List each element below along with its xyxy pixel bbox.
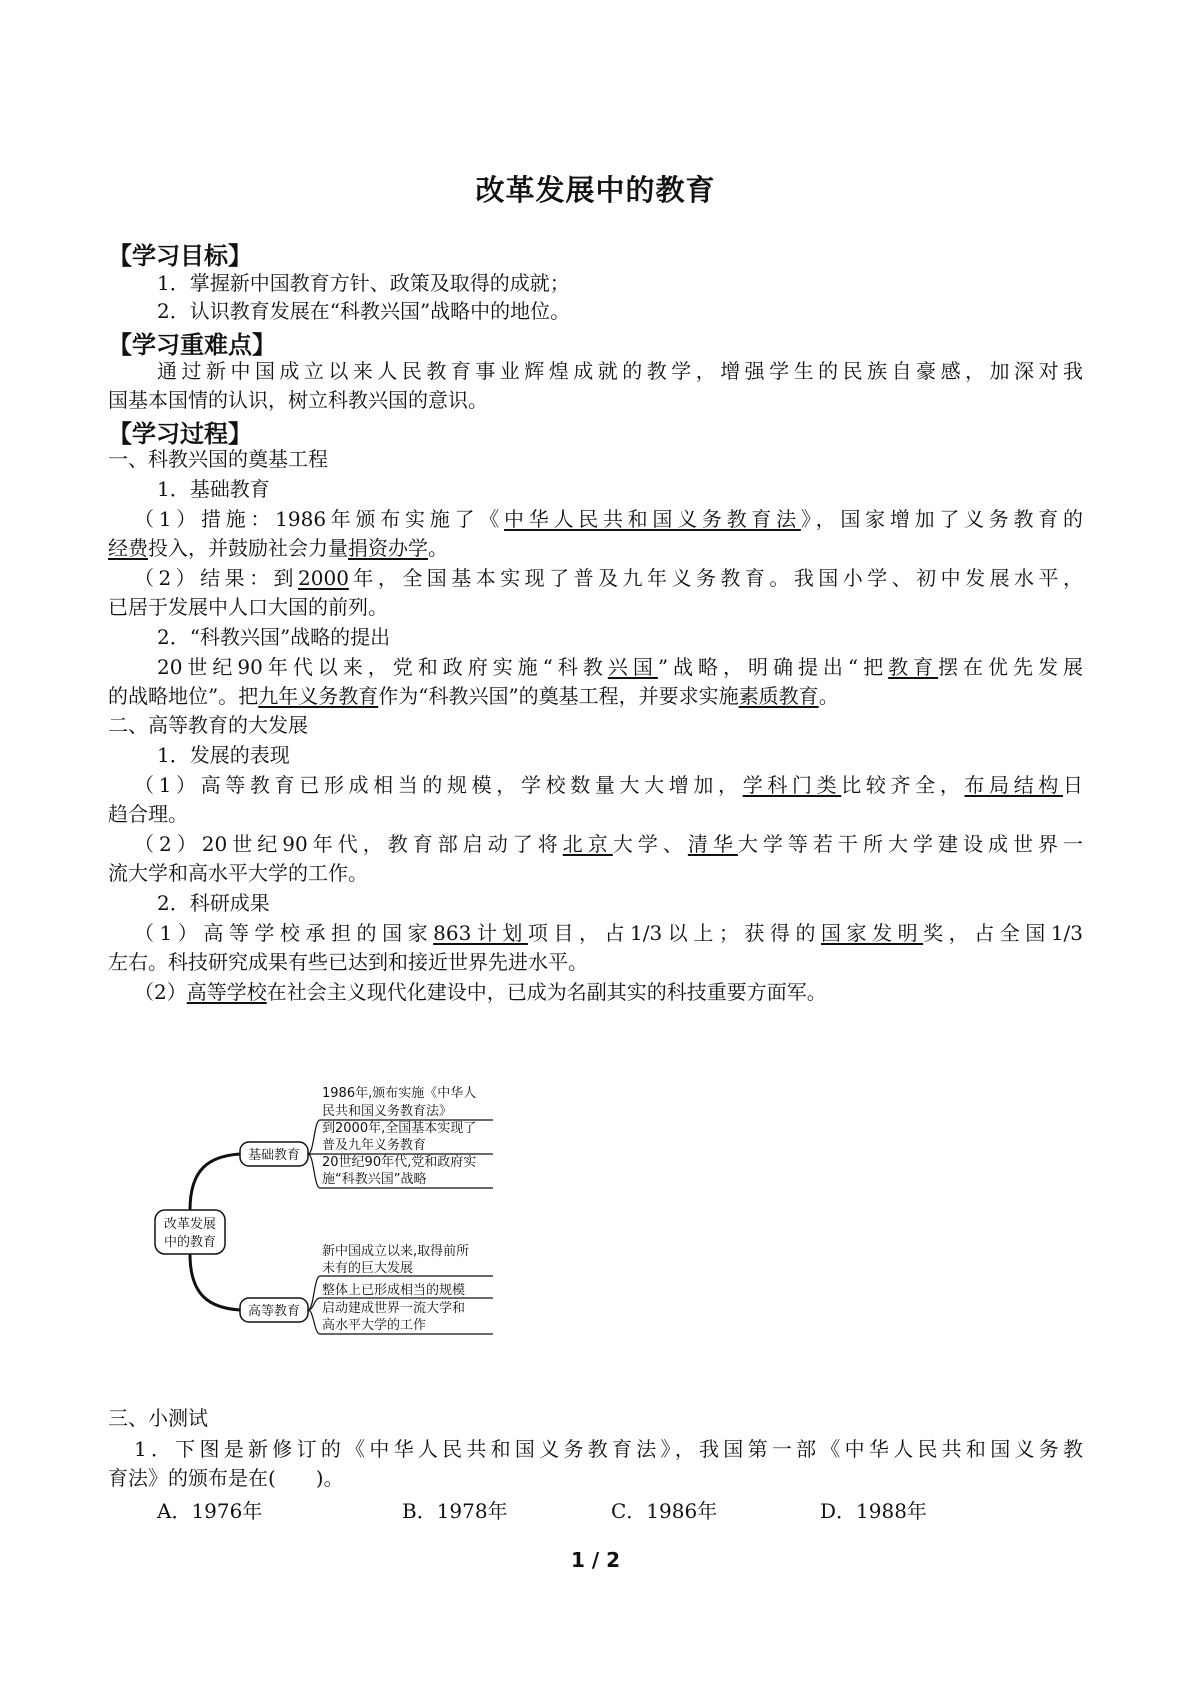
mind-map-connector: [190, 1254, 240, 1310]
mind-map-root-label: 中的教育: [163, 1235, 217, 1250]
question-line: 1．下图是新修订的《中华人民共和国义务教育法》，我国第一部《中华人民共和国义务教: [134, 1437, 1083, 1461]
underlined-term: 国家发明: [821, 921, 924, 945]
page-number: 1 / 2: [570, 1548, 621, 1572]
paragraph-line: 的战略地位”。把九年义务教育作为“科教兴国”的奠基工程，并要求实施素质教育。: [108, 684, 839, 708]
goal-item: 2．认识教育发展在“科教兴国”战略中的地位。: [157, 299, 571, 323]
paragraph-line: （2）结果：到2000年，全国基本实现了普及九年义务教育。我国小学、初中发展水平，: [134, 566, 1083, 590]
goals-heading: 【学习目标】: [108, 242, 252, 270]
mind-map-root-label: 改革发展: [163, 1217, 217, 1232]
mind-map-leaf-text: 高水平大学的工作: [322, 1318, 427, 1333]
mind-map-leaf-text: 到2000年,全国基本实现了: [322, 1121, 477, 1136]
mind-map-leaf-text: 20世纪90年代,党和政府实: [322, 1155, 477, 1170]
section-title: 一、科教兴国的奠基工程: [108, 447, 328, 471]
page-title: 改革发展中的教育: [475, 173, 716, 207]
question-line: 育法》的颁布是在( )。: [108, 1466, 344, 1490]
mind-map-leaf-text: 施“科教兴国”战略: [322, 1172, 427, 1187]
paragraph-line: （1）高等学校承担的国家863计划项目，占1/3以上；获得的国家发明奖，占全国1/3: [134, 921, 1084, 945]
underlined-term: 863计划: [433, 921, 528, 945]
mind-map-branch-label: 高等教育: [247, 1304, 301, 1319]
underlined-term: 布局结构: [964, 773, 1064, 797]
paragraph-line: 流大学和高水平大学的工作。: [108, 861, 368, 885]
mind-map-leaf-text: 普及九年义务教育: [322, 1138, 427, 1153]
mind-map-leaf-text: 1986年,颁布实施《中华人: [322, 1086, 477, 1101]
process-heading: 【学习过程】: [108, 420, 252, 448]
underlined-term: 学科门类: [742, 773, 842, 797]
paragraph-line: 经费投入，并鼓励社会力量捐资办学。: [108, 536, 448, 560]
underlined-term: 2000: [298, 566, 349, 590]
mind-map-diagram: [150, 1086, 540, 1358]
underlined-term: 北京: [562, 832, 613, 856]
underlined-term: 清华: [687, 832, 738, 856]
section-title: 二、高等教育的大发展: [108, 713, 308, 737]
underlined-term: 高等学校: [186, 980, 267, 1004]
mind-map-connector: [190, 1154, 240, 1210]
mind-map-leaf-text: 新中国成立以来,取得前所: [322, 1244, 470, 1259]
paragraph-line: （2）高等学校在社会主义现代化建设中，已成为名副其实的科技重要方面军。: [134, 980, 827, 1004]
underlined-term: 经费: [108, 536, 148, 560]
mind-map-leaf-text: 未有的巨大发展: [322, 1261, 414, 1276]
subsection-title: 2．科研成果: [157, 891, 270, 915]
paragraph-line: （1）措施：1986年颁布实施了《中华人民共和国义务教育法》，国家增加了义务教育的: [134, 507, 1084, 531]
underlined-term: 中华人民共和国义务教育法: [503, 507, 801, 531]
paragraph-line: （2）20世纪90年代，教育部启动了将北京大学、清华大学等若干所大学建设成世界一: [134, 832, 1084, 856]
underlined-term: 素质教育: [738, 684, 819, 708]
mind-map-leaf-text: 启动建成世界一流大学和: [322, 1301, 466, 1316]
paragraph-line: 已居于发展中人口大国的前列。: [108, 595, 388, 619]
goal-item: 1．掌握新中国教育方针、政策及取得的成就；: [157, 271, 570, 295]
subsection-title: 1．基础教育: [157, 477, 270, 501]
subsection-title: 2．“科教兴国”战略的提出: [157, 625, 391, 649]
answer-option: C．1986年: [611, 1499, 718, 1523]
mind-map-leaf-text: 整体上已形成相当的规模: [322, 1283, 466, 1298]
mind-map-leaf-text: 民共和国义务教育法》: [322, 1104, 453, 1119]
answer-option: A．1976年: [157, 1499, 263, 1523]
answer-option: B．1978年: [402, 1499, 508, 1523]
key-points-heading: 【学习重难点】: [108, 331, 276, 359]
paragraph-line: 左右。科技研究成果有些已达到和接近世界先进水平。: [108, 950, 588, 974]
paragraph-line: （1）高等教育已形成相当的规模，学校数量大大增加，学科门类比较齐全，布局结构日: [134, 773, 1084, 797]
paragraph-line: 20世纪90年代以来，党和政府实施“科教兴国”战略，明确提出“把教育摆在优先发展: [157, 655, 1083, 679]
underlined-term: 九年义务教育: [258, 684, 379, 708]
answer-option: D．1988年: [820, 1499, 927, 1523]
paragraph-line: 趋合理。: [108, 802, 188, 826]
underlined-term: 兴国: [607, 655, 658, 679]
subsection-title: 1．发展的表现: [157, 743, 290, 767]
underlined-term: 捐资办学: [348, 536, 428, 560]
underlined-term: 教育: [888, 655, 939, 679]
section-title: 三、小测试: [108, 1406, 208, 1430]
key-points-line: 国基本国情的认识，树立科教兴国的意识。: [108, 388, 488, 412]
mind-map-branch-label: 基础教育: [247, 1148, 301, 1163]
key-points-line: 通过新中国成立以来人民教育事业辉煌成就的教学，增强学生的民族自豪感，加深对我: [157, 359, 1083, 383]
